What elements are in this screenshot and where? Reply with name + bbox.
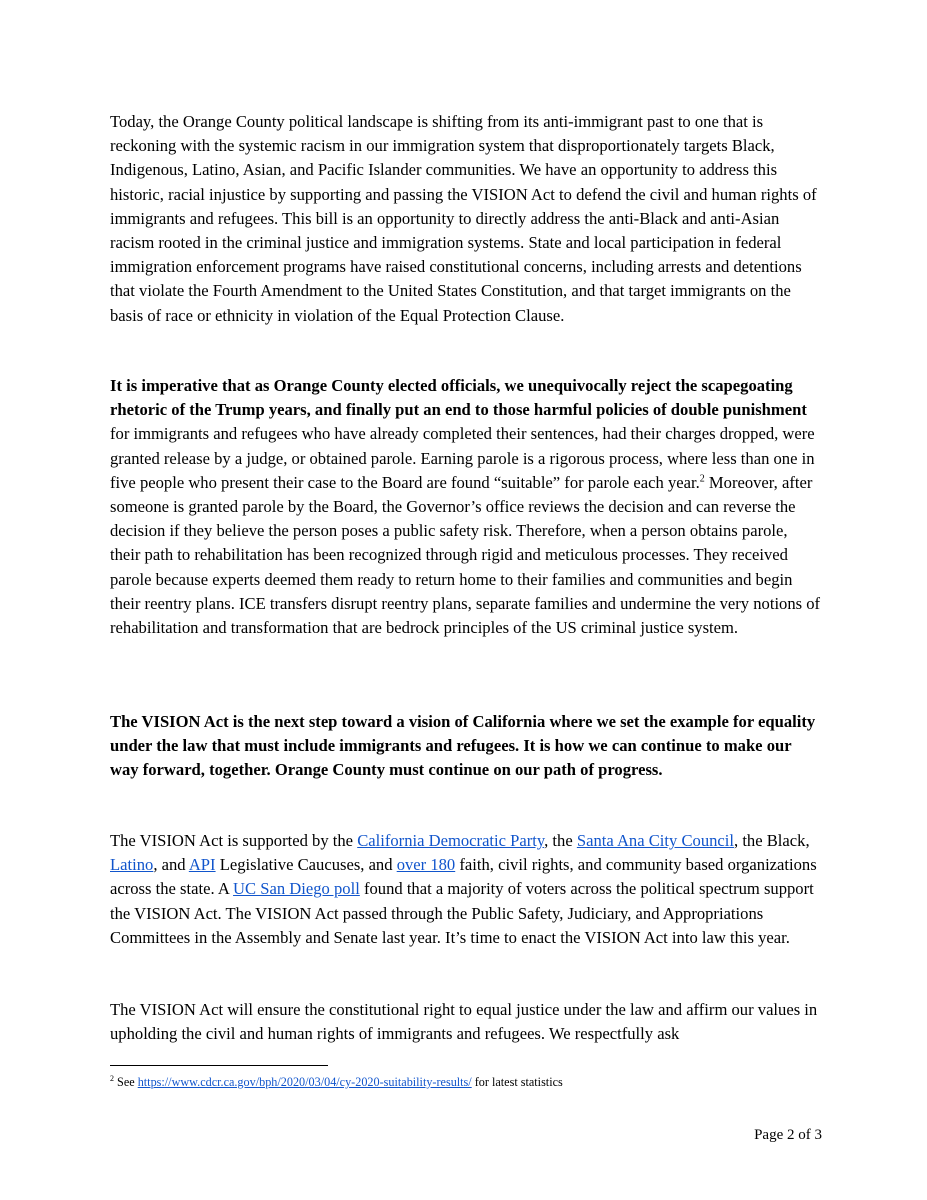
link-over-180[interactable]: over 180	[396, 855, 456, 875]
paragraph-text: for immigrants and refugees who have already completed their sentences, had their charges dropped, were granted release by a judge, or obtained parole. Earning parole is a rigorous process, where less than one in five people who present their case to the Board are found “suitable” for parole each year.	[110, 424, 815, 492]
paragraph-text: The VISION Act will ensure the constitutional right to equal justice under the law and affirm our values in upholding the civil and human rights of immigrants and refugees. We respectfully ask	[110, 1000, 818, 1044]
footnote-url-link[interactable]: https://www.cdcr.ca.gov/bph/2020/03/04/cy-2020-suitability-results/	[137, 1075, 472, 1089]
paragraph-text: The VISION Act is supported by the	[110, 831, 358, 850]
paragraph-text: , the Black,	[734, 831, 810, 850]
footnote-suffix: for latest statistics	[471, 1075, 563, 1089]
footnote	[110, 1074, 822, 1090]
paragraph-double-punishment	[110, 374, 822, 640]
paragraph-text: Moreover, after someone is granted parole by the Board, the Governor’s office reviews the decision and can reverse the decision if they believe the person poses a public safety risk. Therefore, when a person obtains parole, their path to rehabilitation has been recognized through rigid and meticulous processes. They received parole because experts deemed them ready to return home to their families and communities and begin their reentry plans. ICE transfers disrupt reentry plans, separate families and undermine the very notions of rehabilitation and transformation that are bedrock principles of the US criminal justice system.	[110, 472, 821, 638]
footnote-prefix: See	[114, 1075, 138, 1089]
link-api[interactable]: API	[188, 855, 216, 875]
footnote-number: 2	[110, 1073, 114, 1083]
footnote-reference[interactable]: 2	[699, 473, 705, 485]
bold-lead-text: It is imperative that as Orange County elected officials, we unequivocally reject the scapegoating rhetoric of the Trump years, and finally put an end to those harmful policies of double punishment	[110, 376, 807, 420]
paragraph-text: Today, the Orange County political landscape is shifting from its anti-immigrant past to one that is reckoning with the systemic racism in our immigration system that disproportionately targets Black, Indigenous, Latino, Asian, and Pacific Islander communities. We have an opportunity to address this historic, racial injustice by supporting and passing the VISION Act to defend the civil and human rights of immigrants and refugees. This bill is an opportunity to directly address the anti-Black and anti-Asian racism rooted in the criminal justice and immigration systems. State and local participation in federal immigration enforcement programs have raised constitutional concerns, including arrests and detentions that violate the Fourth Amendment to the United States Constitution, and that target immigrants on the basis of race or ethnicity in violation of the Equal Protection Clause.	[110, 112, 817, 325]
paragraph-landscape	[110, 110, 822, 328]
paragraph-supporters	[110, 829, 822, 950]
page-number: Page 2 of 3	[754, 1127, 822, 1143]
paragraph-next-step	[110, 710, 822, 783]
link-latino[interactable]: Latino	[110, 855, 154, 875]
paragraph-text: , and	[153, 855, 189, 875]
paragraph-text: faith, civil rights, and community based organizations across the state. A	[110, 855, 817, 899]
link-california-democratic-party[interactable]: California Democratic Party	[357, 831, 545, 850]
link-uc-san-diego-poll[interactable]: UC San Diego poll	[233, 879, 360, 899]
footnote-divider	[110, 1065, 328, 1066]
paragraph-text: , the	[544, 831, 577, 850]
link-santa-ana-city-council[interactable]: Santa Ana City Council	[576, 831, 735, 850]
paragraph-text: Legislative Caucuses, and	[215, 855, 397, 875]
paragraph-closing	[110, 998, 822, 1046]
bold-paragraph-text: The VISION Act is the next step toward a vision of California where we set the example for equality under the law that must include immigrants and refugees. It is how we can continue to make our way forward, together. Orange County must continue on our path of progress.	[110, 712, 816, 780]
paragraph-text: found that a majority of voters across the political spectrum support the VISION Act. The VISION Act passed through the Public Safety, Judiciary, and Appropriations Committees in the Assembly and Senate last year. It’s time to enact the VISION Act into law this year.	[110, 879, 814, 947]
